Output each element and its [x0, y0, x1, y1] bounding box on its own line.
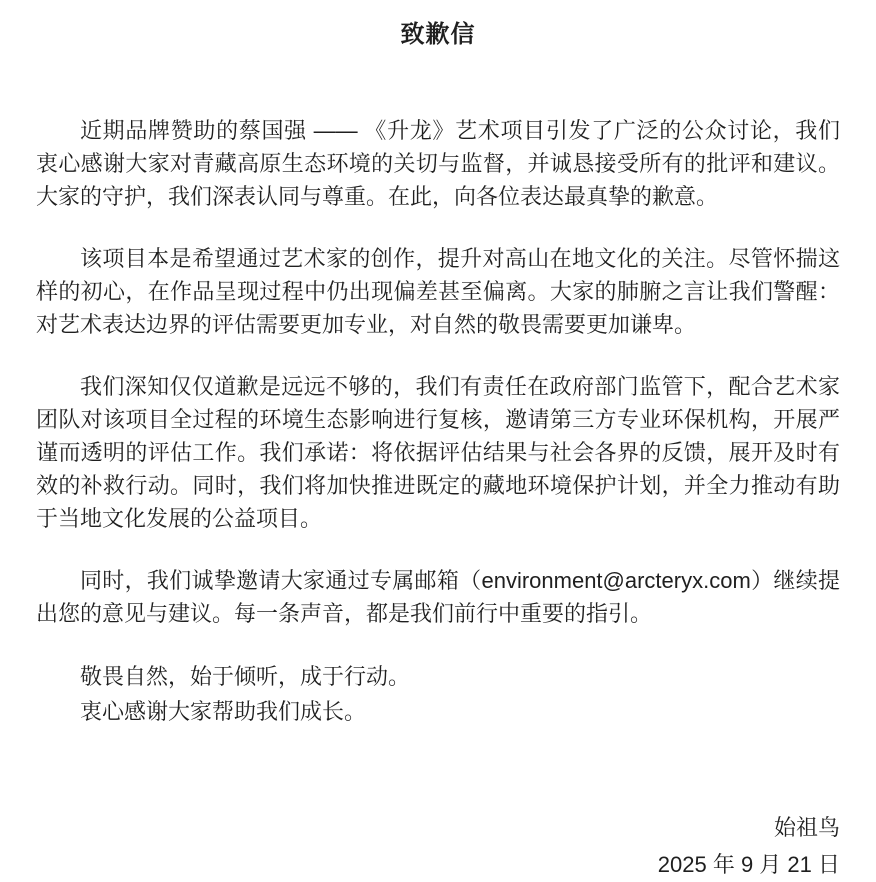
page-title: 致歉信	[400, 21, 476, 48]
letter-body	[36, 114, 840, 630]
closing-lines	[36, 659, 840, 729]
signature-brand-name: 始祖鸟	[773, 815, 840, 840]
paragraph-project-intent: 该项目本是希望通过艺术家的创作，提升对高山在地文化的关注。尽管怀揣这样的初心，在作品呈现过程中仍出现偏差甚至偏离。大家的肺腑之言让我们警醒：对艺术表达边界的评估需要更加专业，对自然的敬畏需要更加谦卑。	[36, 246, 840, 337]
closing-line-motto: 敬畏自然，始于倾听，成于行动。	[80, 664, 411, 689]
paragraph-remediation-commitment: 我们深知仅仅道歉是远远不够的，我们有责任在政府部门监管下，配合艺术家团队对该项目全过程的环境生态影响进行复核，邀请第三方专业环保机构，开展严谨而透明的评估工作。我们承诺：将依据评估结果与社会各界的反馈，展开及时有效的补救行动。同时，我们将加快推进既定的藏地环境保护计划，并全力推动有助于当地文化发展的公益项目。	[36, 374, 840, 531]
paragraph-feedback-email: 同时，我们诚挚邀请大家通过专属邮箱（environment@arcteryx.com）继续提出您的意见与建议。每一条声音，都是我们前行中重要的指引。	[36, 568, 840, 626]
paragraph-intro-apology: 近期品牌赞助的蔡国强 —— 《升龙》艺术项目引发了广泛的公众讨论，我们衷心感谢大家对青藏高原生态环境的关切与监督，并诚恳接受所有的批评和建议。大家的守护，我们深表认同与尊重。在此，向各位表达最真挚的歉意。	[36, 118, 840, 209]
letter-date: 2025 年 9 月 21 日	[657, 852, 840, 877]
signature-block	[36, 811, 840, 881]
closing-line-thanks: 衷心感谢大家帮助我们成长。	[80, 699, 367, 724]
